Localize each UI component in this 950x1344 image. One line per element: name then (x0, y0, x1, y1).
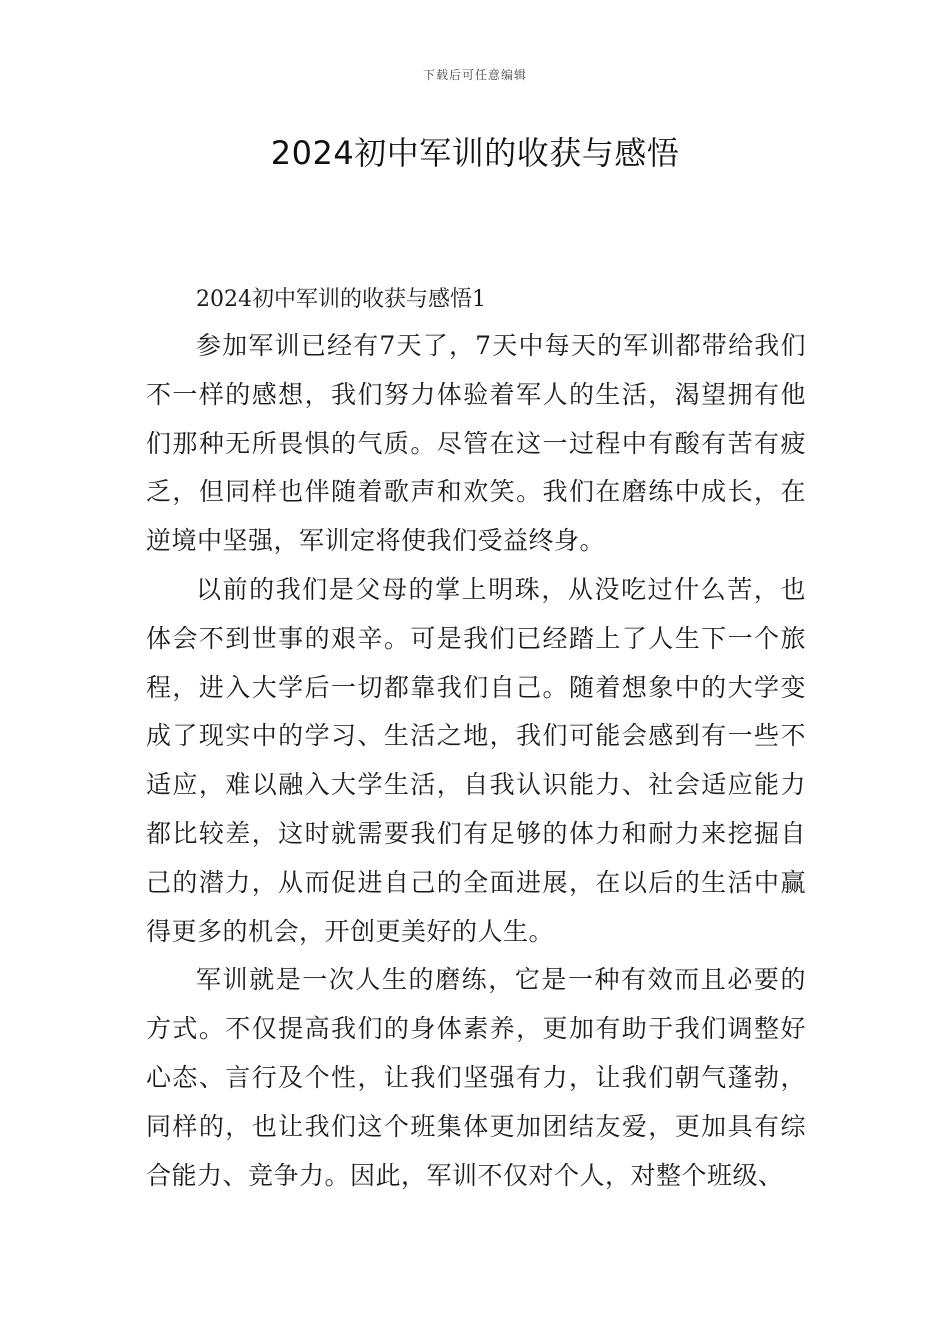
document-title: 2024初中军训的收获与感悟 (270, 134, 680, 172)
paragraph-3: 军训就是一次人生的磨练，它是一种有效而且必要的方式。不仅提高我们的身体素养，更加有助于我们调整好心态、言行及个性，让我们坚强有力，让我们朝气蓬勃，同样的，也让我们这个班集体更加团结友爱，更加具有综合能力、竞争力。因此，军训不仅对个人，对整个班级、 (146, 965, 806, 1190)
paragraph-2: 以前的我们是父母的掌上明珠，从没吃过什么苦，也体会不到世事的艰辛。可是我们已经踏上了人生下一个旅程，进入大学后一切都靠我们自己。随着想象中的大学变成了现实中的学习、生活之地，我们可能会感到有一些不适应，难以融入大学生活，自我认识能力、社会适应能力都比较差，这时就需要我们有足够的体力和耐力来挖掘自己的潜力，从而促进自己的全面进展，在以后的生活中赢得更多的机会，开创更美好的人生。 (146, 574, 806, 946)
paragraph-1: 参加军训已经有7天了，7天中每天的军训都带给我们不一样的感想，我们努力体验着军人的生活，渴望拥有他们那种无所畏惧的气质。尽管在这一过程中有酸有苦有疲乏，但同样也伴随着歌声和欢笑。我们在磨练中成长，在逆境中坚强，军训定将使我们受益终身。 (146, 331, 806, 556)
header-note: 下载后可任意编辑 (422, 68, 527, 82)
document-body (146, 280, 806, 1200)
section-heading: 2024初中军训的收获与感悟1 (196, 287, 486, 312)
